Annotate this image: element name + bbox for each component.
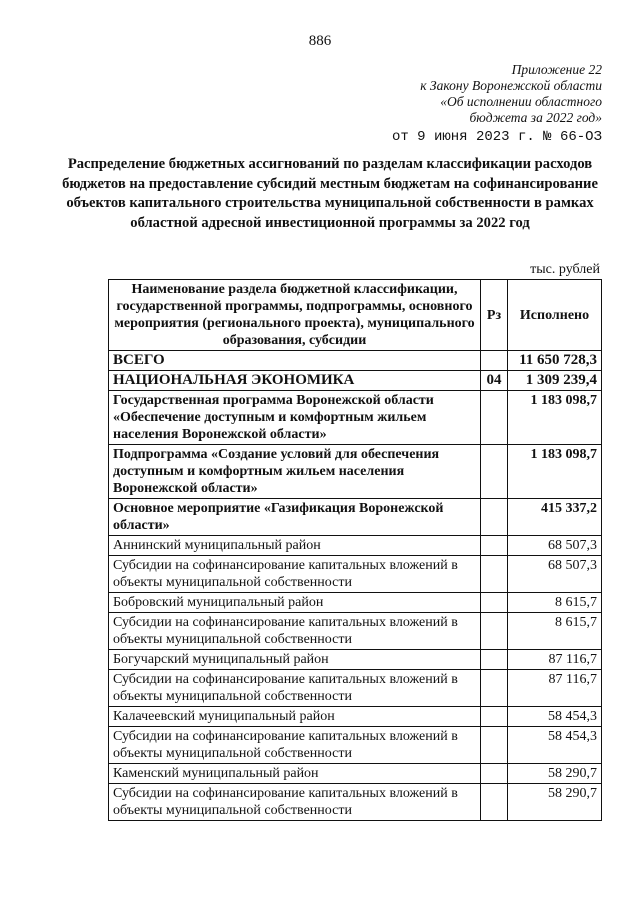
appendix-line-2: к Закону Воронежской области [420, 78, 602, 93]
row-name: Субсидии на софинансирование капитальных вложений в объекты муниципальной собственности [109, 556, 481, 593]
row-name: Субсидии на софинансирование капитальных вложений в объекты муниципальной собственности [109, 613, 481, 650]
header-value: Исполнено [508, 280, 602, 351]
table-row [109, 650, 602, 670]
budget-table [108, 279, 602, 821]
appendix-line-1: Приложение 22 [511, 62, 602, 77]
row-value: 58 454,3 [508, 707, 602, 727]
table-row-subprogram [109, 445, 602, 499]
row-value: 1 183 098,7 [508, 391, 602, 445]
row-name: Основное мероприятие «Газификация Воронежской области» [109, 499, 481, 536]
row-rz [481, 536, 508, 556]
table-row-total [109, 351, 602, 371]
row-name: Бобровский муниципальный район [109, 593, 481, 613]
table-row [109, 727, 602, 764]
row-value: 8 615,7 [508, 613, 602, 650]
row-rz [481, 727, 508, 764]
row-value: 68 507,3 [508, 556, 602, 593]
page-number: 886 [308, 33, 332, 49]
appendix-line-4: бюджета за 2022 год» [469, 110, 602, 125]
header-rz: Рз [481, 280, 508, 351]
row-rz [481, 784, 508, 821]
law-date-stamp: от 9 июня 2023 г. № 66-ОЗ [391, 129, 602, 145]
table-row-section [109, 371, 602, 391]
row-value: 87 116,7 [508, 670, 602, 707]
header-name: Наименование раздела бюджетной классификации, государственной программы, подпрограммы, основного мероприятия (регионального проекта), муниципального образования, субсидии [109, 280, 481, 351]
row-value: 1 309 239,4 [508, 371, 602, 391]
row-value: 58 290,7 [508, 764, 602, 784]
table-row [109, 556, 602, 593]
row-value: 58 454,3 [508, 727, 602, 764]
row-rz [481, 556, 508, 593]
table-row [109, 707, 602, 727]
row-rz [481, 499, 508, 536]
row-name: Аннинский муниципальный район [109, 536, 481, 556]
row-rz: 04 [481, 371, 508, 391]
row-value: 8 615,7 [508, 593, 602, 613]
table-row-main-activity [109, 499, 602, 536]
units-label: тыс. рублей [530, 262, 600, 277]
table-row [109, 536, 602, 556]
row-name: Субсидии на софинансирование капитальных вложений в объекты муниципальной собственности [109, 727, 481, 764]
row-value: 68 507,3 [508, 536, 602, 556]
row-value: 1 183 098,7 [508, 445, 602, 499]
row-value: 11 650 728,3 [508, 351, 602, 371]
row-rz [481, 593, 508, 613]
row-name: Калачеевский муниципальный район [109, 707, 481, 727]
row-value: 87 116,7 [508, 650, 602, 670]
table-header-row [109, 280, 602, 351]
table-row [109, 593, 602, 613]
row-rz [481, 670, 508, 707]
document-title: Распределение бюджетных ассигнований по разделам классификации расходов бюджетов на предоставление субсидий местным бюджетам на софинансирование объектов капитального строительства муниципальной собственности в рамках областной адресной инвестиционной программы за 2022 год [62, 156, 598, 231]
row-value: 58 290,7 [508, 784, 602, 821]
row-rz [481, 445, 508, 499]
row-rz [481, 613, 508, 650]
row-rz [481, 707, 508, 727]
table-row [109, 613, 602, 650]
table-row [109, 784, 602, 821]
table-row [109, 764, 602, 784]
row-name: Каменский муниципальный район [109, 764, 481, 784]
row-value: 415 337,2 [508, 499, 602, 536]
appendix-line-3: «Об исполнении областного [440, 94, 602, 109]
row-name: Богучарский муниципальный район [109, 650, 481, 670]
table-row-program [109, 391, 602, 445]
appendix-block [392, 62, 602, 145]
row-name: Субсидии на софинансирование капитальных вложений в объекты муниципальной собственности [109, 670, 481, 707]
row-name: Субсидии на софинансирование капитальных вложений в объекты муниципальной собственности [109, 784, 481, 821]
table-row [109, 670, 602, 707]
row-rz [481, 650, 508, 670]
row-name: Подпрограмма «Создание условий для обеспечения доступным и комфортным жильем населения Воронежской области» [109, 445, 481, 499]
row-name: ВСЕГО [109, 351, 481, 371]
row-name: Государственная программа Воронежской области «Обеспечение доступным и комфортным жильем населения Воронежской области» [109, 391, 481, 445]
row-rz [481, 764, 508, 784]
row-rz [481, 351, 508, 371]
row-rz [481, 391, 508, 445]
row-name: НАЦИОНАЛЬНАЯ ЭКОНОМИКА [109, 371, 481, 391]
